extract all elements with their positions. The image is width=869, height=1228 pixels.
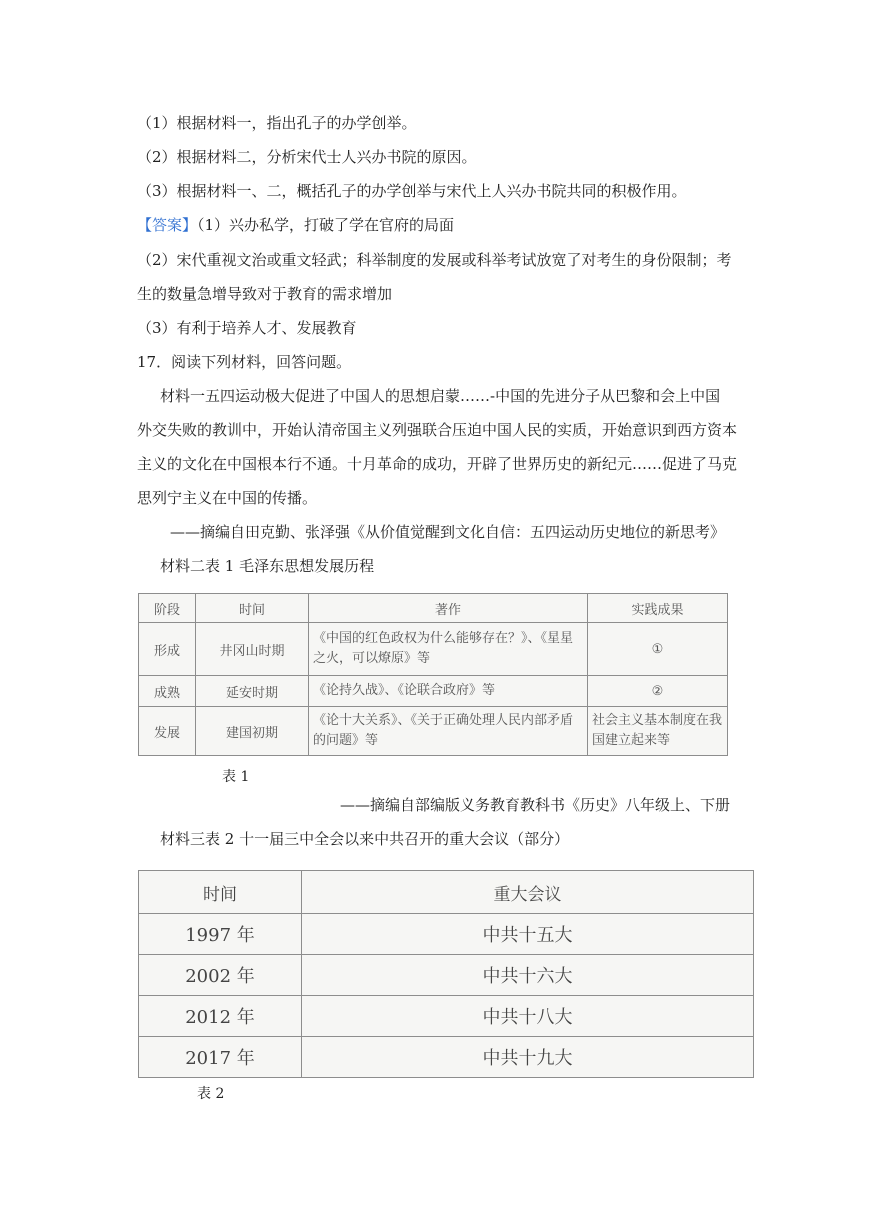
table-2 [138, 870, 754, 1078]
year-cell: 2002 年 [139, 955, 302, 996]
table-row [139, 955, 754, 996]
year-cell: 2017 年 [139, 1037, 302, 1078]
time-cell: 延安时期 [196, 676, 309, 707]
material-1-line: 材料一五四运动极大促进了中国人的思想启蒙……-中国的先进分子从巴黎和会上中国 [160, 387, 721, 405]
table-row [139, 676, 728, 707]
meeting-cell: 中共十五大 [302, 914, 754, 955]
answer-2-line-2: 生的数量急增导致对于教育的需求增加 [137, 285, 393, 303]
meeting-cell: 中共十八大 [302, 996, 754, 1037]
answer-tag: 【答案】 [137, 216, 198, 234]
table-row [139, 1037, 754, 1078]
table-1-header: 实践成果 [588, 594, 728, 623]
table-1-header: 时间 [196, 594, 309, 623]
question-3: （3）根据材料一、二，概括孔子的办学创举与宋代上人兴办书院共同的积极作用。 [137, 182, 687, 200]
works-cell: 《论持久战》、《论联合政府》等 [309, 676, 588, 707]
question-1: （1）根据材料一，指出孔子的办学创举。 [137, 114, 417, 132]
question-17-title: 17．阅读下列材料，回答问题。 [137, 353, 352, 371]
stage-cell: 发展 [139, 707, 196, 756]
result-cell: ② [588, 676, 728, 707]
stage-cell: 形成 [139, 623, 196, 676]
material-1-line: 思列宁主义在中国的传播。 [137, 489, 318, 507]
table-1-header: 阶段 [139, 594, 196, 623]
time-cell: 建国初期 [196, 707, 309, 756]
table-1-caption: 表 1 [222, 769, 250, 785]
answer-2-line-1: （2）宋代重视文治或重文轻武；科举制度的发展或科举考试放宽了对考生的身份限制；考 [137, 251, 732, 269]
table-1-header: 著作 [309, 594, 588, 623]
material-3-title: 材料三表 2 十一届三中全会以来中共召开的重大会议（部分） [160, 830, 570, 848]
works-cell: 《中国的红色政权为什么能够存在？》、《星星之火，可以燎原》等 [309, 623, 588, 676]
table-row [139, 623, 728, 676]
year-cell: 2012 年 [139, 996, 302, 1037]
question-2: （2）根据材料二，分析宋代士人兴办书院的原因。 [137, 148, 477, 166]
material-2-source: ——摘编自部编版义务教育教科书《历史》八年级上、下册 [340, 796, 731, 814]
meeting-cell: 中共十九大 [302, 1037, 754, 1078]
answer-line-1 [137, 215, 454, 235]
table-1-header-row [139, 594, 728, 623]
table-row [139, 996, 754, 1037]
answer-3: （3）有利于培养人才、发展教育 [137, 319, 357, 337]
table-row [139, 707, 728, 756]
result-cell: 社会主义基本制度在我国建立起来等 [588, 707, 728, 756]
result-cell: ① [588, 623, 728, 676]
material-1-source: ——摘编自田克勤、张泽强《从价值觉醒到文化自信：五四运动历史地位的新思考》 [170, 523, 726, 541]
answer-1: （1）兴办私学，打破了学在官府的局面 [197, 216, 455, 234]
stage-cell: 成熟 [139, 676, 196, 707]
year-cell: 1997 年 [139, 914, 302, 955]
material-1-line: 主义的文化在中国根本行不通。十月革命的成功，开辟了世界历史的新纪元……促进了马克 [137, 455, 738, 473]
works-cell: 《论十大关系》、《关于正确处理人民内部矛盾的问题》等 [309, 707, 588, 756]
table-2-caption: 表 2 [197, 1086, 225, 1102]
material-1-line: 外交失败的教训中，开始认清帝国主义列强联合压迫中国人民的实质，开始意识到西方资本 [137, 421, 738, 439]
time-cell: 井冈山时期 [196, 623, 309, 676]
table-row [139, 914, 754, 955]
table-1 [138, 593, 728, 756]
table-2-header-row [139, 871, 754, 914]
material-2-title: 材料二表 1 毛泽东思想发展历程 [160, 557, 375, 575]
meeting-cell: 中共十六大 [302, 955, 754, 996]
table-2-header: 重大会议 [302, 871, 754, 914]
table-2-header: 时间 [139, 871, 302, 914]
